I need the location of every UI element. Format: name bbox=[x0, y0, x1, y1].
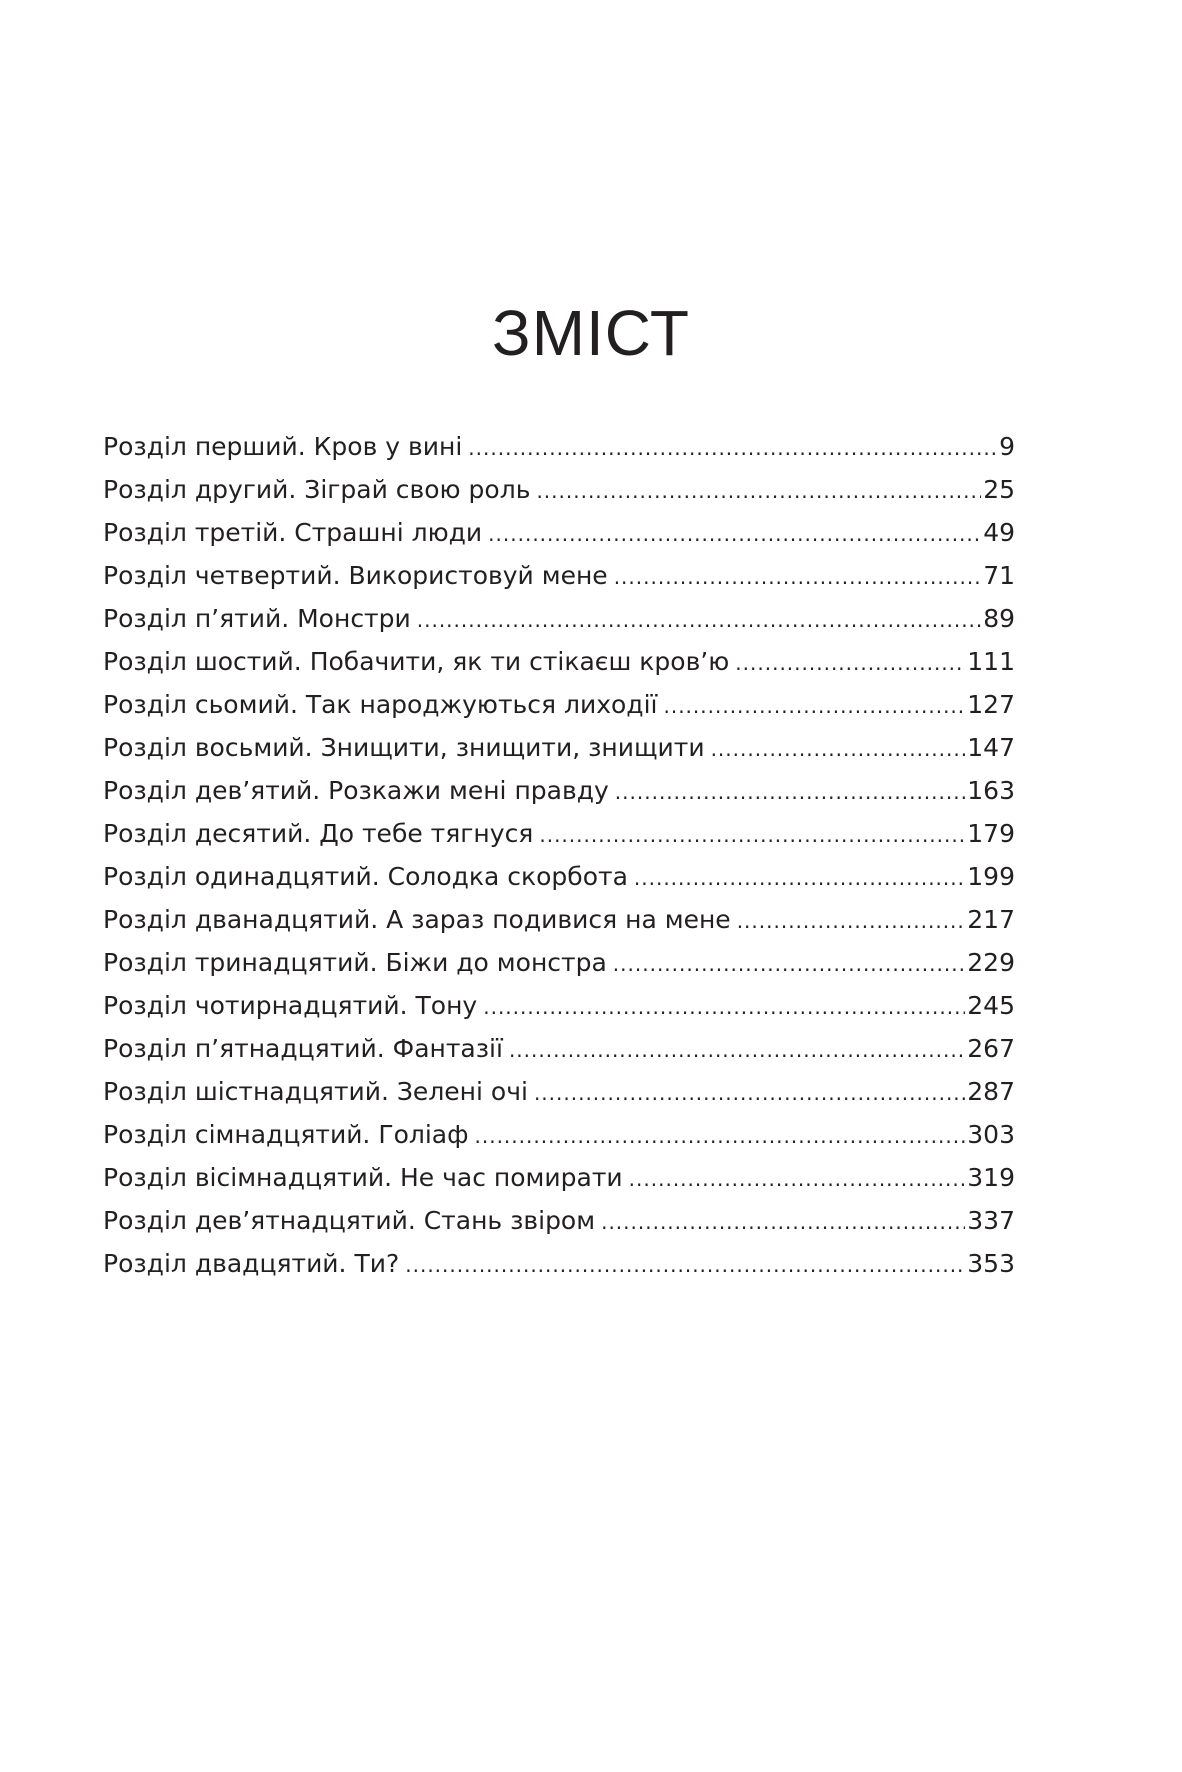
toc-entry[interactable] bbox=[103, 1156, 1015, 1199]
dot-leader bbox=[613, 943, 965, 986]
toc-entry[interactable] bbox=[103, 511, 1015, 554]
toc-entry-title: Розділ сьомий. Так народжуються лиходії bbox=[103, 690, 658, 719]
table-of-contents bbox=[103, 425, 1015, 1285]
toc-entry-title: Розділ дев’ятий. Розкажи мені правду bbox=[103, 776, 609, 805]
toc-entry-title: Розділ чотирнадцятий. Тону bbox=[103, 991, 478, 1020]
toc-entry-title: Розділ дев’ятнадцятий. Стань звіром bbox=[103, 1206, 596, 1235]
dot-leader bbox=[539, 814, 965, 857]
toc-entry[interactable] bbox=[103, 726, 1015, 769]
toc-entry-page: 319 bbox=[967, 1163, 1015, 1192]
dot-leader bbox=[601, 1201, 965, 1244]
toc-entry-page: 303 bbox=[967, 1120, 1015, 1149]
toc-entry-title: Розділ третій. Страшні люди bbox=[103, 518, 483, 547]
dot-leader bbox=[534, 1072, 965, 1115]
toc-entry-title: Розділ сімнадцятий. Голіаф bbox=[103, 1120, 469, 1149]
toc-entry[interactable] bbox=[103, 1070, 1015, 1113]
toc-entry[interactable] bbox=[103, 1242, 1015, 1285]
dot-leader bbox=[629, 1158, 966, 1201]
toc-entry[interactable] bbox=[103, 554, 1015, 597]
toc-entry-title: Розділ перший. Кров у вині bbox=[103, 432, 463, 461]
dot-leader bbox=[615, 771, 965, 814]
dot-leader bbox=[468, 427, 997, 470]
toc-entry[interactable] bbox=[103, 640, 1015, 683]
toc-entry-page: 245 bbox=[967, 991, 1015, 1020]
toc-entry-page: 199 bbox=[967, 862, 1015, 891]
dot-leader bbox=[488, 513, 981, 556]
toc-entry-page: 353 bbox=[967, 1249, 1015, 1278]
toc-entry-page: 111 bbox=[967, 647, 1015, 676]
toc-entry[interactable] bbox=[103, 855, 1015, 898]
toc-entry-title: Розділ другий. Зіграй свою роль bbox=[103, 475, 531, 504]
toc-entry[interactable] bbox=[103, 1027, 1015, 1070]
toc-entry[interactable] bbox=[103, 941, 1015, 984]
toc-entry-title: Розділ десятий. До тебе тягнуся bbox=[103, 819, 534, 848]
toc-entry-page: 9 bbox=[999, 432, 1015, 461]
toc-entry[interactable] bbox=[103, 683, 1015, 726]
dot-leader bbox=[417, 599, 981, 642]
toc-entry[interactable] bbox=[103, 468, 1015, 511]
dot-leader bbox=[536, 470, 981, 513]
toc-entry-page: 49 bbox=[983, 518, 1015, 547]
toc-entry-page: 25 bbox=[983, 475, 1015, 504]
toc-entry[interactable] bbox=[103, 1113, 1015, 1156]
dot-leader bbox=[483, 986, 965, 1029]
dot-leader bbox=[711, 728, 966, 771]
toc-entry[interactable] bbox=[103, 1199, 1015, 1242]
toc-entry-page: 179 bbox=[967, 819, 1015, 848]
toc-entry-title: Розділ шістнадцятий. Зелені очі bbox=[103, 1077, 528, 1106]
dot-leader bbox=[475, 1115, 966, 1158]
toc-entry-page: 147 bbox=[967, 733, 1015, 762]
toc-entry-page: 89 bbox=[983, 604, 1015, 633]
toc-entry[interactable] bbox=[103, 597, 1015, 640]
toc-entry-title: Розділ восьмий. Знищити, знищити, знищити bbox=[103, 733, 705, 762]
toc-entry[interactable] bbox=[103, 769, 1015, 812]
toc-entry-title: Розділ тринадцятий. Біжи до монстра bbox=[103, 948, 607, 977]
toc-entry-page: 127 bbox=[967, 690, 1015, 719]
page-title: ЗМІСТ bbox=[492, 296, 690, 369]
dot-leader bbox=[737, 900, 966, 943]
toc-entry-page: 287 bbox=[967, 1077, 1015, 1106]
dot-leader bbox=[735, 642, 965, 685]
toc-entry[interactable] bbox=[103, 898, 1015, 941]
toc-entry-page: 217 bbox=[967, 905, 1015, 934]
toc-entry-title: Розділ четвертий. Використовуй мене bbox=[103, 561, 608, 590]
toc-entry-page: 229 bbox=[967, 948, 1015, 977]
toc-entry-title: Розділ одинадцятий. Солодка скорбота bbox=[103, 862, 628, 891]
toc-entry-title: Розділ шостий. Побачити, як ти стікаєш кров’ю bbox=[103, 647, 730, 676]
toc-entry-title: Розділ п’ятий. Монстри bbox=[103, 604, 411, 633]
toc-entry[interactable] bbox=[103, 984, 1015, 1027]
dot-leader bbox=[663, 685, 965, 728]
dot-leader bbox=[405, 1244, 965, 1287]
toc-entry-page: 267 bbox=[967, 1034, 1015, 1063]
toc-entry-title: Розділ двадцятий. Ти? bbox=[103, 1249, 400, 1278]
toc-entry-title: Розділ вісімнадцятий. Не час помирати bbox=[103, 1163, 623, 1192]
toc-entry-page: 71 bbox=[983, 561, 1015, 590]
toc-entry-title: Розділ дванадцятий. А зараз подивися на мене bbox=[103, 905, 731, 934]
dot-leader bbox=[634, 857, 965, 900]
toc-entry-title: Розділ п’ятнадцятий. Фантазії bbox=[103, 1034, 503, 1063]
dot-leader bbox=[614, 556, 982, 599]
toc-entry-page: 163 bbox=[967, 776, 1015, 805]
toc-entry[interactable] bbox=[103, 812, 1015, 855]
toc-entry[interactable] bbox=[103, 425, 1015, 468]
dot-leader bbox=[509, 1029, 965, 1072]
toc-entry-page: 337 bbox=[967, 1206, 1015, 1235]
